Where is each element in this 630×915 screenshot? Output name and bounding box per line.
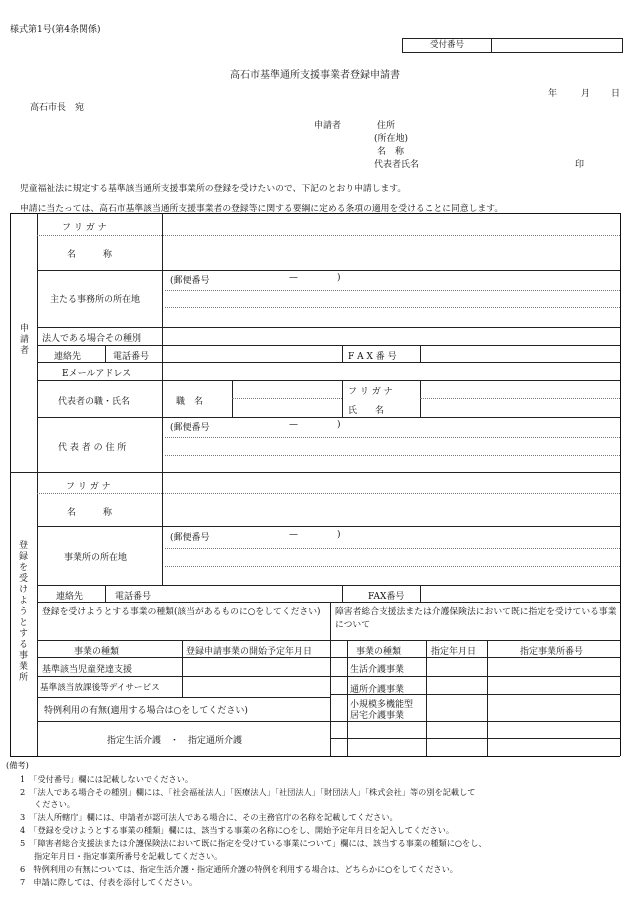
receipt-number-label: 受付番号 xyxy=(403,39,492,52)
special-use-label: 特例利用の有無(適用する場合は○をしてください) xyxy=(44,706,248,716)
rep-postal-dash: — xyxy=(289,420,298,430)
note-3: 3 「法人所轄庁」欄には、申請者が認可法人である場合に、その主務官庁の名称を記載してください。 xyxy=(20,812,398,822)
postal-label: (郵便番号 xyxy=(170,276,210,286)
note-1: 1 「受付番号」欄には記載しないでください。 xyxy=(20,774,194,784)
name-label: 名 称 xyxy=(67,250,113,260)
phone-label: 電話番号 xyxy=(113,352,150,362)
notes-section xyxy=(6,760,626,910)
office-contact-label: 連絡先 xyxy=(56,592,84,602)
special-options: 指定生活介護 ・ 指定通所介護 xyxy=(107,736,243,746)
section-office-label: 登録を受けようとする事業所 xyxy=(17,540,27,683)
office-furigana-label: フ リ ガ ナ xyxy=(66,482,111,492)
rep-furigana-label: フ リ ガ ナ xyxy=(348,387,393,397)
rep-title-label: 代表者の職・氏名 xyxy=(58,397,131,407)
notes-title: (備考) xyxy=(6,760,29,770)
note-6: 6 特例利用の有無については、指定生活介護・指定通所介護の特例を利用する場合は、どちらかに○をしてください。 xyxy=(20,864,458,874)
note-4: 4 「登録を受けようとする事業の種類」欄には、該当する事業の名称に○をし、開始予定年月日を記入してください。 xyxy=(20,825,455,835)
office-postal-label: (郵便番号 xyxy=(170,533,210,543)
addressee: 高石市長 宛 xyxy=(30,103,85,113)
office-fax-label: FAX番号 xyxy=(368,592,405,602)
fax-label: F A X 番 号 xyxy=(348,352,397,362)
postal-dash: — xyxy=(289,273,298,283)
col-business-type: 事業の種類 xyxy=(74,647,120,657)
designated-small-multi-b: 居宅介護事業 xyxy=(350,711,405,721)
postal-close: ) xyxy=(337,273,341,283)
business-type-question: 登録を受けようとする事業の種類(該当があるものに○をしてください) xyxy=(42,607,321,617)
rep-postal-label: (郵便番号 xyxy=(170,423,210,433)
furigana-label: フ リ ガ ナ xyxy=(62,223,107,233)
intro-line-1: 児童福祉法に規定する基準該当通所支援事業所の登録を受けたいので、下記のとおり申請します。 xyxy=(20,184,407,194)
col-designated-date: 指定年月日 xyxy=(431,647,477,657)
designated-question: 障害者総合支援法または介護保険法において既に指定を受けている事業について xyxy=(335,607,617,630)
date-year: 年 xyxy=(548,89,558,99)
contact-label: 連絡先 xyxy=(54,352,82,362)
applicant-rep-label: 代表者氏名 xyxy=(374,160,420,170)
email-label: Eメールアドレス xyxy=(62,369,132,379)
date-month: 月 xyxy=(581,89,591,99)
date-day: 日 xyxy=(611,89,621,99)
note-5a: 5 「障害者総合支援法または介護保険法において既に指定を受けている事業について」欄には、該当する事業の種類に○をし、 xyxy=(20,838,487,848)
rep-address-label: 代 表 者 の 住 所 xyxy=(58,443,127,453)
office-postal-dash: — xyxy=(289,530,298,540)
applicant-name-label: 名 称 xyxy=(377,147,405,157)
position-label: 職 名 xyxy=(176,397,204,407)
office-phone-label: 電話番号 xyxy=(115,592,152,602)
applicant-address-label: 住所 xyxy=(377,121,396,131)
col-office-number: 指定事業所番号 xyxy=(520,647,584,657)
office-name-label: 名 称 xyxy=(67,508,113,518)
note-2a: 2 「法人である場合その種別」欄には、「社会福祉法人」「医療法人」「社団法人」「財団法人」「株式会社」等の別を記載して xyxy=(20,787,476,797)
corp-type-label: 法人である場合その種別 xyxy=(42,334,142,344)
office-location-label: 事業所の所在地 xyxy=(64,553,128,563)
col-business-type-2: 事業の種類 xyxy=(356,647,402,657)
rep-fullname-label: 氏 名 xyxy=(348,406,385,416)
document-title: 高石市基準通所支援事業者登録申請書 xyxy=(230,70,400,81)
applicant-location-label: (所在地) xyxy=(374,134,409,144)
section-applicant-label: 申請者 xyxy=(18,323,28,356)
designated-daily-care: 生活介護事業 xyxy=(350,665,405,675)
main-office-label: 主たる事務所の所在地 xyxy=(50,295,141,305)
rep-postal-close: ) xyxy=(337,420,341,430)
note-5b: 指定年月日・指定事業所番号を記載してください。 xyxy=(34,851,223,861)
applicant-label: 申請者 xyxy=(314,121,342,131)
note-2b: ください。 xyxy=(34,799,75,809)
designated-small-multi-a: 小規模多機能型 xyxy=(350,700,414,710)
row-child-development: 基準該当児童発達支援 xyxy=(42,665,133,675)
form-number: 様式第1号(第4条関係) xyxy=(10,25,101,35)
seal-mark: 印 xyxy=(575,160,585,170)
intro-line-2: 申請に当たっては、高石市基準該当通所支援事業者の登録等に関する要綱に定める条項の適用を受けることに同意します。 xyxy=(20,204,504,214)
row-after-school: 基準該当放課後等デイサービス xyxy=(40,683,160,693)
designated-day-care: 通所介護事業 xyxy=(350,685,405,695)
office-postal-close: ) xyxy=(337,530,341,540)
note-7: 7 申請に際しては、付表を添付してください。 xyxy=(20,877,198,887)
col-start-date: 登録申請事業の開始予定年月日 xyxy=(186,647,313,657)
